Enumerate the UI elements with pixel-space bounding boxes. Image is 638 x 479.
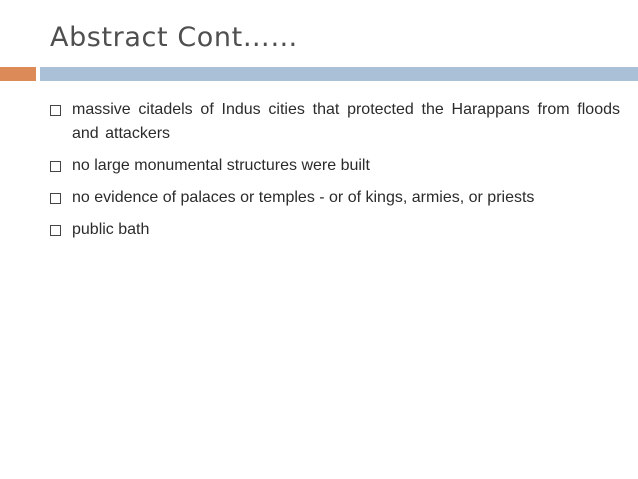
list-item: [50, 154, 620, 178]
bullet-list: [50, 98, 620, 250]
square-bullet-icon: [50, 225, 61, 236]
list-item: [50, 186, 620, 210]
title-underline-bar: [40, 67, 638, 81]
slide-title: Abstract Cont……: [50, 22, 298, 53]
square-bullet-icon: [50, 105, 61, 116]
list-item: [50, 218, 620, 242]
bullet-text: no large monumental structures were built: [72, 157, 370, 174]
bullet-text: no evidence of palaces or temples - or of kings, armies, or priests: [72, 189, 535, 206]
title-accent-bar: [0, 67, 36, 81]
bullet-text: public bath: [72, 221, 150, 238]
square-bullet-icon: [50, 161, 61, 172]
square-bullet-icon: [50, 193, 61, 204]
list-item: [50, 98, 620, 146]
bullet-text: massive citadels of Indus cities that protected the Harappans from floods and attackers: [72, 101, 620, 142]
